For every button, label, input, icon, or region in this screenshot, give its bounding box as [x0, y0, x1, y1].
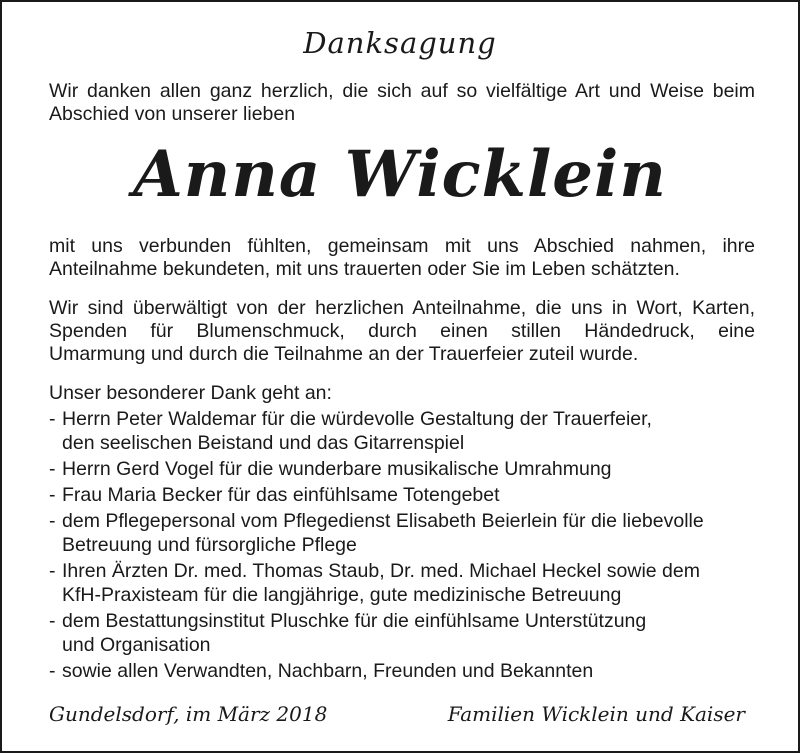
list-item-line: dem Bestattungsinstitut Pluschke für die einfühlsame Unterstützung	[62, 610, 647, 632]
notice-heading: Danksagung	[303, 26, 497, 60]
list-item-line: dem Pflegepersonal vom Pflegedienst Elisabeth Beierlein für die liebevolle	[62, 510, 704, 532]
thanks-intro: Unser besonderer Dank geht an:	[49, 382, 332, 404]
list-dash: -	[49, 660, 56, 682]
list-item-line: und Organisation	[62, 634, 211, 656]
list-item-line: Betreuung und fürsorgliche Pflege	[62, 534, 357, 556]
list-item-line: sowie allen Verwandten, Nachbarn, Freunden und Bekannten	[62, 660, 594, 682]
list-dash: -	[49, 458, 56, 480]
list-item	[49, 609, 755, 657]
list-dash: -	[49, 408, 56, 430]
list-dash: -	[49, 484, 56, 506]
list-item	[49, 509, 755, 557]
paragraph-2-line-3: Umarmung und durch die Teilnahme an der Trauerfeier zuteil wurde.	[49, 343, 639, 365]
intro-line-1: Wir danken allen ganz herzlich, die sich auf so vielfältige Art und Weise beim	[49, 80, 755, 102]
list-dash: -	[49, 510, 56, 532]
paragraph-1-line-2: Anteilnahme bekundeten, mit uns trauerten oder Sie im Leben schätzten.	[49, 258, 680, 280]
list-item-line: Frau Maria Becker für das einfühlsame Totengebet	[62, 484, 500, 506]
list-item-line: Herrn Gerd Vogel für die wunderbare musikalische Umrahmung	[62, 458, 612, 480]
list-item	[49, 407, 755, 455]
list-item	[49, 659, 755, 683]
list-item-line: Herrn Peter Waldemar für die würdevolle Gestaltung der Trauerfeier,	[62, 408, 652, 430]
deceased-name: Anna Wicklein	[133, 137, 667, 212]
list-dash: -	[49, 610, 56, 632]
paragraph-2-line-2: Spenden für Blumenschmuck, durch einen stillen Händedruck, eine	[49, 320, 755, 342]
list-item-line: den seelischen Beistand und das Gitarrenspiel	[62, 432, 465, 454]
paragraph-1-line-1: mit uns verbunden fühlten, gemeinsam mit uns Abschied nahmen, ihre	[49, 235, 755, 257]
list-item-line: KfH-Praxisteam für die langjährige, gute medizinische Betreuung	[62, 584, 622, 606]
list-item	[49, 559, 755, 607]
family-signature: Familien Wicklein und Kaiser	[447, 702, 745, 726]
list-item	[49, 483, 755, 507]
list-item	[49, 457, 755, 481]
place-and-date: Gundelsdorf, im März 2018	[49, 702, 328, 726]
thanks-list	[49, 407, 755, 685]
paragraph-2-line-1: Wir sind überwältigt von der herzlichen Anteilnahme, die uns in Wort, Karten,	[49, 297, 755, 319]
list-item-line: Ihren Ärzten Dr. med. Thomas Staub, Dr. med. Michael Heckel sowie dem	[62, 560, 700, 582]
intro-line-2: Abschied von unserer lieben	[49, 103, 296, 125]
list-dash: -	[49, 560, 56, 582]
